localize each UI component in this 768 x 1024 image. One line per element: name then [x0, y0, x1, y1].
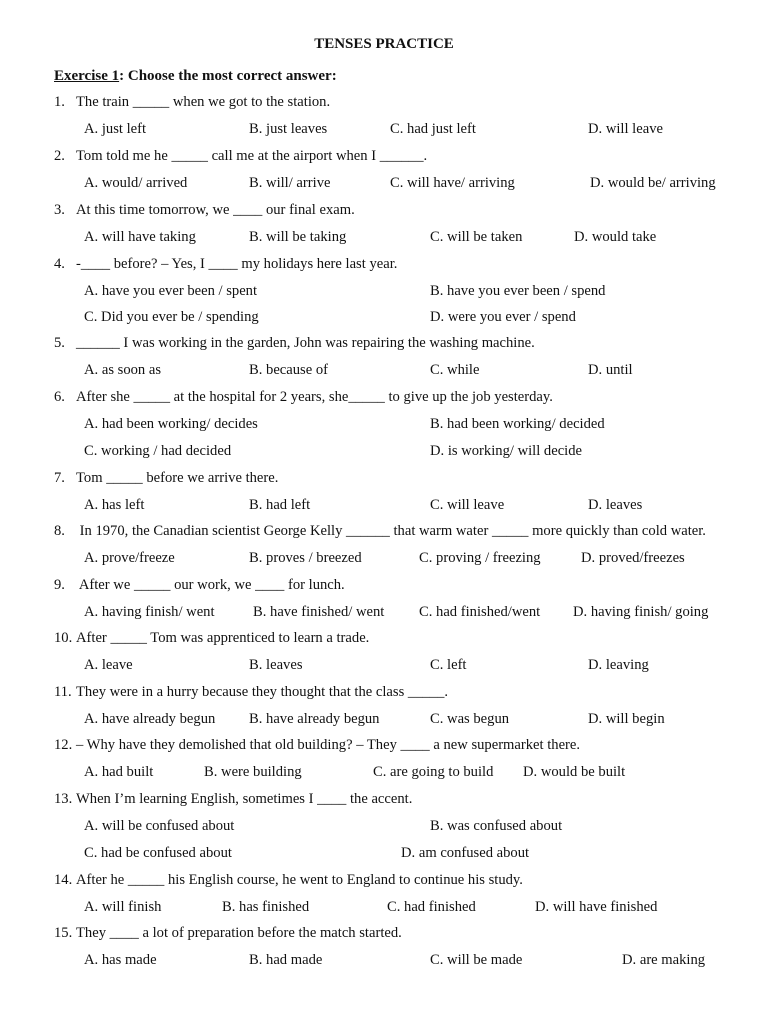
answer-option-a[interactable]: A. have you ever been / spent: [84, 283, 258, 299]
question-number: 13.: [54, 791, 73, 807]
page-title: TENSES PRACTICE: [314, 36, 454, 52]
answer-option-b[interactable]: B. have finished/ went: [253, 604, 385, 620]
answer-option-c[interactable]: C. will have/ arriving: [390, 175, 515, 191]
question-4: [54, 256, 397, 273]
exercise-instruction: : Choose the most correct answer:: [119, 68, 337, 84]
answer-option-d[interactable]: D. am confused about: [401, 845, 530, 861]
question-number: 3.: [54, 202, 65, 218]
answer-option-c[interactable]: C. had be confused about: [84, 845, 232, 861]
question-5: [54, 335, 535, 352]
answer-option-a[interactable]: A. have already begun: [84, 711, 216, 727]
exercise-label: Exercise 1: [54, 68, 120, 84]
question-text: – Why have they demolished that old building? – They ____ a new supermarket there.: [76, 737, 581, 753]
question-12: [54, 737, 580, 754]
question-number: 4.: [54, 256, 65, 272]
question-text: They ____ a lot of preparation before the match started.: [76, 925, 402, 941]
answer-option-a[interactable]: A. had been working/ decides: [84, 416, 258, 432]
question-13: [54, 791, 412, 808]
question-text: In 1970, the Canadian scientist George Kelly ______ that warm water _____ more quickly than cold water.: [76, 523, 706, 539]
answer-option-d[interactable]: D. were you ever / spend: [430, 309, 576, 325]
answer-option-a[interactable]: A. having finish/ went: [84, 604, 215, 620]
answer-option-c[interactable]: C. Did you ever be / spending: [84, 309, 259, 325]
answer-option-d[interactable]: D. will leave: [588, 121, 663, 137]
answer-option-d[interactable]: D. having finish/ going: [573, 604, 709, 620]
answer-option-a[interactable]: A. will finish: [84, 899, 162, 915]
question-number: 7.: [54, 470, 65, 486]
answer-option-a[interactable]: A. prove/freeze: [84, 550, 175, 566]
answer-option-a[interactable]: A. has made: [84, 952, 157, 968]
question-1: [54, 94, 330, 111]
answer-option-b[interactable]: B. had made: [249, 952, 323, 968]
question-number: 8.: [54, 523, 65, 539]
question-number: 15.: [54, 925, 73, 941]
answer-option-b[interactable]: B. have you ever been / spend: [430, 283, 606, 299]
answer-option-a[interactable]: A. will be confused about: [84, 818, 235, 834]
answer-option-b[interactable]: B. had been working/ decided: [430, 416, 605, 432]
answer-option-d[interactable]: D. would be/ arriving: [590, 175, 716, 191]
question-number: 10.: [54, 630, 73, 646]
answer-option-b[interactable]: B. proves / breezed: [249, 550, 362, 566]
question-number: 5.: [54, 335, 65, 351]
answer-option-d[interactable]: D. leaves: [588, 497, 643, 513]
question-9: [54, 577, 345, 594]
answer-option-c[interactable]: C. had just left: [390, 121, 476, 137]
question-text: After _____ Tom was apprenticed to learn a trade.: [76, 630, 370, 646]
answer-option-b[interactable]: B. leaves: [249, 657, 303, 673]
question-text: Tom told me he _____ call me at the airport when I ______.: [76, 148, 428, 164]
question-text: After we _____ our work, we ____ for lunch.: [76, 577, 345, 593]
question-text: When I’m learning English, sometimes I ____ the accent.: [76, 791, 413, 807]
answer-option-c[interactable]: C. are going to build: [373, 764, 494, 780]
answer-option-a[interactable]: A. has left: [84, 497, 145, 513]
answer-option-c[interactable]: C. while: [430, 362, 480, 378]
answer-option-c[interactable]: C. working / had decided: [84, 443, 232, 459]
question-11: [54, 684, 448, 701]
answer-option-d[interactable]: D. will begin: [588, 711, 665, 727]
answer-option-b[interactable]: B. had left: [249, 497, 311, 513]
answer-option-b[interactable]: B. has finished: [222, 899, 310, 915]
answer-option-d[interactable]: D. would be built: [523, 764, 626, 780]
answer-option-c[interactable]: C. had finished/went: [419, 604, 541, 620]
question-number: 11.: [54, 684, 72, 700]
question-10: [54, 630, 369, 647]
answer-option-c[interactable]: C. will leave: [430, 497, 505, 513]
answer-option-d[interactable]: D. proved/freezes: [581, 550, 685, 566]
answer-option-d[interactable]: D. is working/ will decide: [430, 443, 582, 459]
question-7: [54, 470, 278, 487]
question-text: ______ I was working in the garden, John was repairing the washing machine.: [76, 335, 535, 351]
question-number: 14.: [54, 872, 73, 888]
question-2: [54, 148, 427, 165]
question-number: 6.: [54, 389, 65, 405]
answer-option-b[interactable]: B. have already begun: [249, 711, 380, 727]
answer-option-a[interactable]: A. leave: [84, 657, 133, 673]
answer-option-a[interactable]: A. would/ arrived: [84, 175, 188, 191]
question-text: After he _____ his English course, he went to England to continue his study.: [76, 872, 523, 888]
answer-option-d[interactable]: D. until: [588, 362, 633, 378]
answer-option-c[interactable]: C. left: [430, 657, 467, 673]
answer-option-b[interactable]: B. will/ arrive: [249, 175, 331, 191]
question-14: [54, 872, 523, 889]
answer-option-a[interactable]: A. will have taking: [84, 229, 196, 245]
answer-option-b[interactable]: B. was confused about: [430, 818, 563, 834]
question-text: Tom _____ before we arrive there.: [76, 470, 279, 486]
question-text: The train _____ when we got to the station.: [76, 94, 331, 110]
question-6: [54, 389, 553, 406]
answer-option-d[interactable]: D. will have finished: [535, 899, 658, 915]
answer-option-b[interactable]: B. will be taking: [249, 229, 347, 245]
question-text: At this time tomorrow, we ____ our final exam.: [76, 202, 355, 218]
question-number: 2.: [54, 148, 65, 164]
question-3: [54, 202, 355, 219]
answer-option-c[interactable]: C. will be taken: [430, 229, 523, 245]
question-number: 1.: [54, 94, 65, 110]
exercise-heading: [54, 68, 337, 85]
answer-option-b[interactable]: B. because of: [249, 362, 329, 378]
question-text: -____ before? – Yes, I ____ my holidays here last year.: [76, 256, 398, 272]
answer-option-c[interactable]: C. proving / freezing: [419, 550, 541, 566]
answer-option-c[interactable]: C. will be made: [430, 952, 523, 968]
answer-option-a[interactable]: A. as soon as: [84, 362, 162, 378]
question-8: [54, 523, 706, 540]
answer-option-c[interactable]: C. was begun: [430, 711, 510, 727]
question-number: 9.: [54, 577, 65, 593]
answer-option-b[interactable]: B. just leaves: [249, 121, 328, 137]
answer-option-c[interactable]: C. had finished: [387, 899, 476, 915]
answer-option-a[interactable]: A. just left: [84, 121, 147, 137]
answer-option-d[interactable]: D. would take: [574, 229, 657, 245]
question-number: 12.: [54, 737, 73, 753]
question-text: After she _____ at the hospital for 2 years, she_____ to give up the job yesterday.: [76, 389, 553, 405]
question-15: [54, 925, 402, 942]
answer-option-d[interactable]: D. are making: [622, 952, 706, 968]
question-text: They were in a hurry because they thought that the class _____.: [76, 684, 449, 700]
answer-option-d[interactable]: D. leaving: [588, 657, 649, 673]
answer-option-b[interactable]: B. were building: [204, 764, 302, 780]
answer-option-a[interactable]: A. had built: [84, 764, 154, 780]
